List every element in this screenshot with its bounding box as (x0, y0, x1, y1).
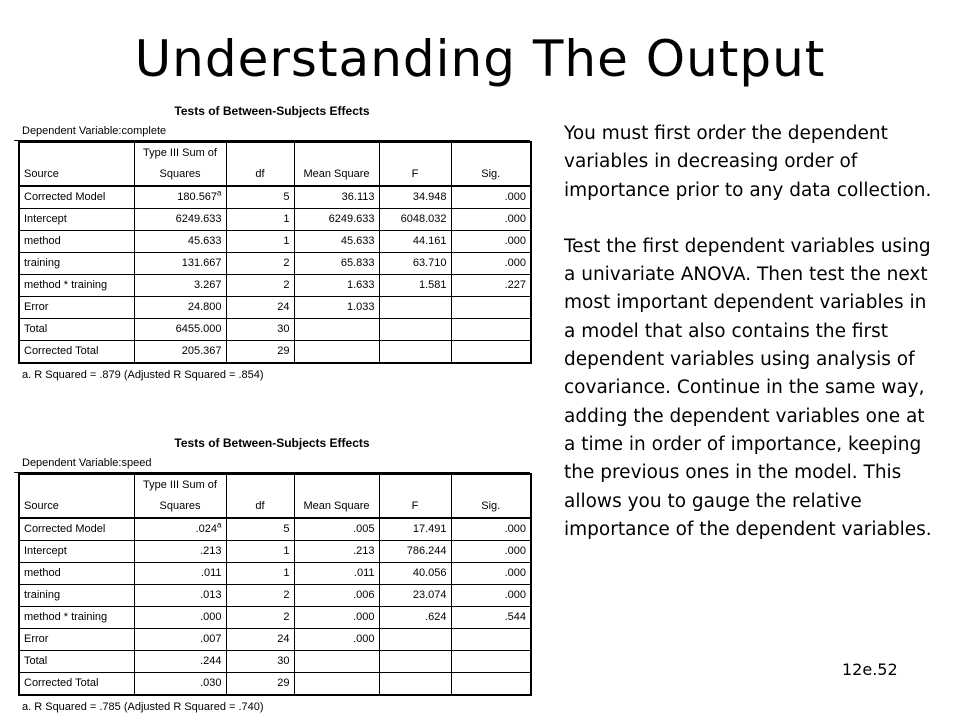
header-sig: Sig. (451, 164, 531, 186)
row-mean-square-cell (294, 341, 379, 364)
row-f-cell (379, 231, 451, 253)
header-top-mean-square (294, 474, 379, 496)
row-f-cell-value: 34.948 (412, 191, 447, 203)
row-sum-of-squares-cell-value: 180.567 (177, 191, 218, 203)
table-row (19, 341, 531, 364)
row-sig-cell (451, 275, 531, 297)
row-mean-square-cell-value: .213 (353, 545, 375, 557)
row-sum-of-squares-cell (134, 319, 226, 341)
table-body (19, 518, 531, 695)
row-df-cell-value: 1 (283, 235, 290, 247)
header-df: df (226, 164, 294, 186)
row-mean-square-cell (294, 319, 379, 341)
row-sig-cell (451, 186, 531, 209)
row-f-cell (379, 209, 451, 231)
row-df-cell-value: 1 (283, 545, 290, 557)
row-mean-square-cell (294, 186, 379, 209)
row-f-cell (379, 253, 451, 275)
header-top-sig (451, 142, 531, 164)
dependent-variable-label: Dependent Variable:speed (14, 455, 530, 473)
row-sum-of-squares-cell (134, 341, 226, 364)
row-sig-cell-value: .000 (504, 235, 526, 247)
row-source-cell (19, 607, 134, 629)
table-row (19, 607, 531, 629)
row-sum-of-squares-cell-value: 131.667 (181, 257, 222, 269)
header-mean-square: Mean Square (294, 164, 379, 186)
row-df-cell-value: 24 (277, 301, 290, 313)
row-f-cell (379, 341, 451, 364)
row-sum-of-squares-cell (134, 585, 226, 607)
row-mean-square-cell (294, 518, 379, 541)
row-sum-of-squares-cell (134, 563, 226, 585)
row-f-cell-value: 17.491 (412, 523, 447, 535)
row-source-cell-value: method * training (24, 279, 108, 291)
row-mean-square-cell (294, 629, 379, 651)
row-f-cell-value: 63.710 (412, 257, 447, 269)
row-sig-cell (451, 563, 531, 585)
explanation-paragraph-1: You must first order the dependent variables in decreasing order of importance prior to any data collection. (564, 123, 932, 201)
row-sig-cell-value: .000 (504, 257, 526, 269)
row-source-cell (19, 585, 134, 607)
row-f-cell-value: 23.074 (412, 589, 447, 601)
row-df-cell (226, 186, 294, 209)
header-row (19, 496, 531, 518)
table-row (19, 319, 531, 341)
row-sum-of-squares-cell-value: 24.800 (187, 301, 222, 313)
row-sig-cell (451, 585, 531, 607)
row-sum-of-squares-cell (134, 253, 226, 275)
row-f-cell (379, 541, 451, 563)
row-sum-of-squares-cell (134, 651, 226, 673)
row-f-cell (379, 518, 451, 541)
row-sig-cell (451, 607, 531, 629)
row-f-cell (379, 629, 451, 651)
header-source: Source (19, 164, 134, 186)
row-sig-cell-value: .000 (504, 213, 526, 225)
table-row (19, 651, 531, 673)
row-df-cell-value: 2 (283, 589, 290, 601)
header-df: df (226, 496, 294, 518)
row-mean-square-cell (294, 607, 379, 629)
row-sig-cell (451, 297, 531, 319)
row-sum-of-squares-cell-value: 45.633 (187, 235, 222, 247)
anova-table-complete (14, 103, 530, 384)
header-f: F (379, 496, 451, 518)
row-df-cell (226, 585, 294, 607)
row-sum-of-squares-cell-value: .011 (200, 567, 222, 579)
row-f-cell (379, 673, 451, 696)
row-mean-square-cell-value: 45.633 (340, 235, 375, 247)
row-mean-square-cell-value: 65.833 (340, 257, 375, 269)
anova-table (18, 141, 532, 364)
header-top-mean-square (294, 142, 379, 164)
row-mean-square-cell-value: .006 (353, 589, 375, 601)
row-source-cell-value: Corrected Model (24, 191, 106, 203)
row-df-cell (226, 563, 294, 585)
row-sig-cell-value: .000 (504, 567, 526, 579)
header-squares: Squares (134, 496, 226, 518)
row-df-cell (226, 231, 294, 253)
header-top-squares: Type III Sum of (134, 474, 226, 496)
row-f-cell-value: 6048.032 (400, 213, 447, 225)
dependent-variable-label: Dependent Variable:complete (14, 123, 530, 141)
table-caption: Tests of Between-Subjects Effects (174, 104, 370, 118)
row-source-cell (19, 319, 134, 341)
row-f-cell (379, 319, 451, 341)
row-sig-cell-value: .000 (504, 523, 526, 535)
row-sum-of-squares-cell (134, 607, 226, 629)
header-mean-square: Mean Square (294, 496, 379, 518)
explanation-text (564, 120, 936, 544)
row-sig-cell (451, 319, 531, 341)
row-sum-of-squares-cell-value: .244 (200, 655, 222, 667)
row-df-cell (226, 275, 294, 297)
row-df-cell (226, 651, 294, 673)
row-f-cell-value: 1.581 (418, 279, 447, 291)
row-source-cell (19, 297, 134, 319)
row-df-cell-value: 29 (277, 345, 290, 357)
table-row (19, 585, 531, 607)
row-sum-of-squares-cell (134, 209, 226, 231)
row-sum-of-squares-cell (134, 518, 226, 541)
row-mean-square-cell (294, 253, 379, 275)
header-row (19, 164, 531, 186)
row-sig-cell (451, 253, 531, 275)
row-sig-cell (451, 541, 531, 563)
row-f-cell (379, 186, 451, 209)
row-source-cell (19, 341, 134, 364)
row-f-cell (379, 651, 451, 673)
row-source-cell (19, 651, 134, 673)
row-source-cell-value: Corrected Total (24, 345, 99, 357)
row-source-cell (19, 186, 134, 209)
row-mean-square-cell (294, 651, 379, 673)
row-df-cell (226, 341, 294, 364)
row-df-cell-value: 1 (283, 213, 290, 225)
row-df-cell (226, 319, 294, 341)
row-df-cell-value: 30 (277, 323, 290, 335)
row-mean-square-cell-value: .000 (353, 611, 375, 623)
table-row (19, 541, 531, 563)
row-sum-of-squares-cell-value: .013 (200, 589, 222, 601)
row-df-cell-value: 2 (283, 279, 290, 291)
row-mean-square-cell-value: 1.033 (346, 301, 375, 313)
row-sum-of-squares-cell (134, 629, 226, 651)
row-mean-square-cell (294, 209, 379, 231)
row-mean-square-cell (294, 563, 379, 585)
row-source-cell (19, 518, 134, 541)
footnote-marker: a (217, 520, 222, 530)
row-mean-square-cell (294, 585, 379, 607)
row-df-cell (226, 209, 294, 231)
row-source-cell-value: training (24, 257, 61, 269)
row-source-cell-value: Corrected Model (24, 523, 106, 535)
row-sig-cell (451, 673, 531, 696)
header-top-df (226, 474, 294, 496)
table-footnote: a. R Squared = .785 (Adjusted R Squared = .740) (22, 701, 264, 713)
row-df-cell-value: 2 (283, 257, 290, 269)
anova-table-speed (14, 435, 530, 716)
header-sig: Sig. (451, 496, 531, 518)
row-source-cell-value: method (24, 235, 61, 247)
row-f-cell-value: 44.161 (412, 235, 447, 247)
row-mean-square-cell (294, 541, 379, 563)
row-sum-of-squares-cell-value: .213 (200, 545, 222, 557)
header-top-df (226, 142, 294, 164)
row-mean-square-cell (294, 275, 379, 297)
row-source-cell-value: Intercept (24, 213, 67, 225)
table-caption: Tests of Between-Subjects Effects (174, 436, 370, 450)
row-df-cell (226, 541, 294, 563)
table-row (19, 563, 531, 585)
header-row-top (19, 474, 531, 496)
row-sig-cell (451, 209, 531, 231)
header-top-source (19, 474, 134, 496)
row-df-cell (226, 297, 294, 319)
header-row-top (19, 142, 531, 164)
table-body (19, 186, 531, 363)
row-df-cell-value: 29 (277, 677, 290, 689)
row-mean-square-cell-value: 1.633 (346, 279, 375, 291)
row-source-cell-value: Intercept (24, 545, 67, 557)
table-row (19, 297, 531, 319)
row-source-cell (19, 563, 134, 585)
row-f-cell (379, 297, 451, 319)
table-row (19, 629, 531, 651)
row-sum-of-squares-cell-value: 6455.000 (175, 323, 222, 335)
table-row (19, 186, 531, 209)
row-sum-of-squares-cell (134, 275, 226, 297)
row-source-cell-value: Error (24, 633, 49, 645)
header-top-f (379, 474, 451, 496)
row-source-cell (19, 541, 134, 563)
row-mean-square-cell (294, 297, 379, 319)
row-sum-of-squares-cell-value: .030 (200, 677, 222, 689)
row-sum-of-squares-cell (134, 231, 226, 253)
row-sum-of-squares-cell (134, 297, 226, 319)
row-df-cell (226, 629, 294, 651)
row-sig-cell (451, 341, 531, 364)
row-f-cell (379, 275, 451, 297)
table-row (19, 209, 531, 231)
row-sig-cell (451, 231, 531, 253)
row-mean-square-cell-value: 36.113 (341, 191, 375, 203)
row-mean-square-cell (294, 673, 379, 696)
table-row (19, 275, 531, 297)
row-source-cell-value: method (24, 567, 61, 579)
row-sig-cell-value: .000 (504, 589, 526, 601)
row-df-cell-value: 5 (283, 523, 290, 535)
row-sig-cell-value: .544 (504, 611, 526, 623)
row-sum-of-squares-cell-value: 205.367 (181, 345, 222, 357)
slide-title: Understanding The Output (134, 30, 826, 88)
row-df-cell-value: 5 (283, 191, 290, 203)
header-top-squares: Type III Sum of (134, 142, 226, 164)
table-row (19, 518, 531, 541)
explanation-paragraph-2: Test the first dependent variables using a univariate ANOVA. Then test the next most important dependent variables in a model that also contains the first dependent variables using analysis of covariance. Continue in the same way, adding the dependent variables one at a time in order of importance, keeping the previous ones in the model. This allows you to gauge the relative importance of the dependent variables. (564, 235, 932, 540)
row-f-cell (379, 563, 451, 585)
row-source-cell-value: Total (24, 323, 48, 335)
row-f-cell-value: .624 (425, 611, 447, 623)
row-df-cell-value: 30 (277, 655, 290, 667)
row-sum-of-squares-cell-value: 6249.633 (175, 213, 222, 225)
table-row (19, 231, 531, 253)
row-df-cell (226, 607, 294, 629)
header-squares: Squares (134, 164, 226, 186)
row-source-cell (19, 275, 134, 297)
row-source-cell-value: method * training (24, 611, 108, 623)
row-sum-of-squares-cell-value: .007 (200, 633, 222, 645)
row-f-cell-value: 786.244 (406, 545, 447, 557)
row-df-cell (226, 673, 294, 696)
row-f-cell (379, 607, 451, 629)
row-sum-of-squares-cell-value: .000 (200, 611, 222, 623)
row-source-cell (19, 253, 134, 275)
row-sum-of-squares-cell-value: .024 (195, 523, 218, 535)
slide-number: 12e.52 (842, 660, 898, 679)
row-sig-cell-value: .000 (504, 545, 526, 557)
row-sum-of-squares-cell (134, 673, 226, 696)
row-source-cell-value: training (24, 589, 61, 601)
row-sig-cell (451, 518, 531, 541)
row-source-cell-value: Corrected Total (24, 677, 99, 689)
header-source: Source (19, 496, 134, 518)
row-source-cell (19, 209, 134, 231)
row-sig-cell-value: .227 (504, 279, 526, 291)
row-mean-square-cell-value: 6249.633 (328, 213, 375, 225)
row-mean-square-cell-value: .005 (353, 523, 375, 535)
row-sig-cell-value: .000 (504, 191, 526, 203)
header-top-source (19, 142, 134, 164)
header-f: F (379, 164, 451, 186)
row-sum-of-squares-cell-value: 3.267 (193, 279, 222, 291)
row-df-cell-value: 1 (283, 567, 290, 579)
row-source-cell-value: Total (24, 655, 48, 667)
row-df-cell (226, 518, 294, 541)
table-footnote: a. R Squared = .879 (Adjusted R Squared = .854) (22, 369, 264, 381)
row-source-cell-value: Error (24, 301, 49, 313)
row-df-cell-value: 24 (277, 633, 290, 645)
row-source-cell (19, 629, 134, 651)
row-f-cell-value: 40.056 (412, 567, 447, 579)
row-f-cell (379, 585, 451, 607)
header-top-f (379, 142, 451, 164)
table-row (19, 253, 531, 275)
row-sum-of-squares-cell (134, 186, 226, 209)
row-mean-square-cell (294, 231, 379, 253)
footnote-marker: a (217, 188, 222, 198)
row-sum-of-squares-cell (134, 541, 226, 563)
table-row (19, 673, 531, 696)
row-sig-cell (451, 629, 531, 651)
row-sig-cell (451, 651, 531, 673)
row-source-cell (19, 231, 134, 253)
row-df-cell-value: 2 (283, 611, 290, 623)
row-df-cell (226, 253, 294, 275)
row-mean-square-cell-value: .011 (353, 567, 375, 579)
row-mean-square-cell-value: .000 (353, 633, 375, 645)
row-source-cell (19, 673, 134, 696)
anova-table (18, 473, 532, 696)
header-top-sig (451, 474, 531, 496)
